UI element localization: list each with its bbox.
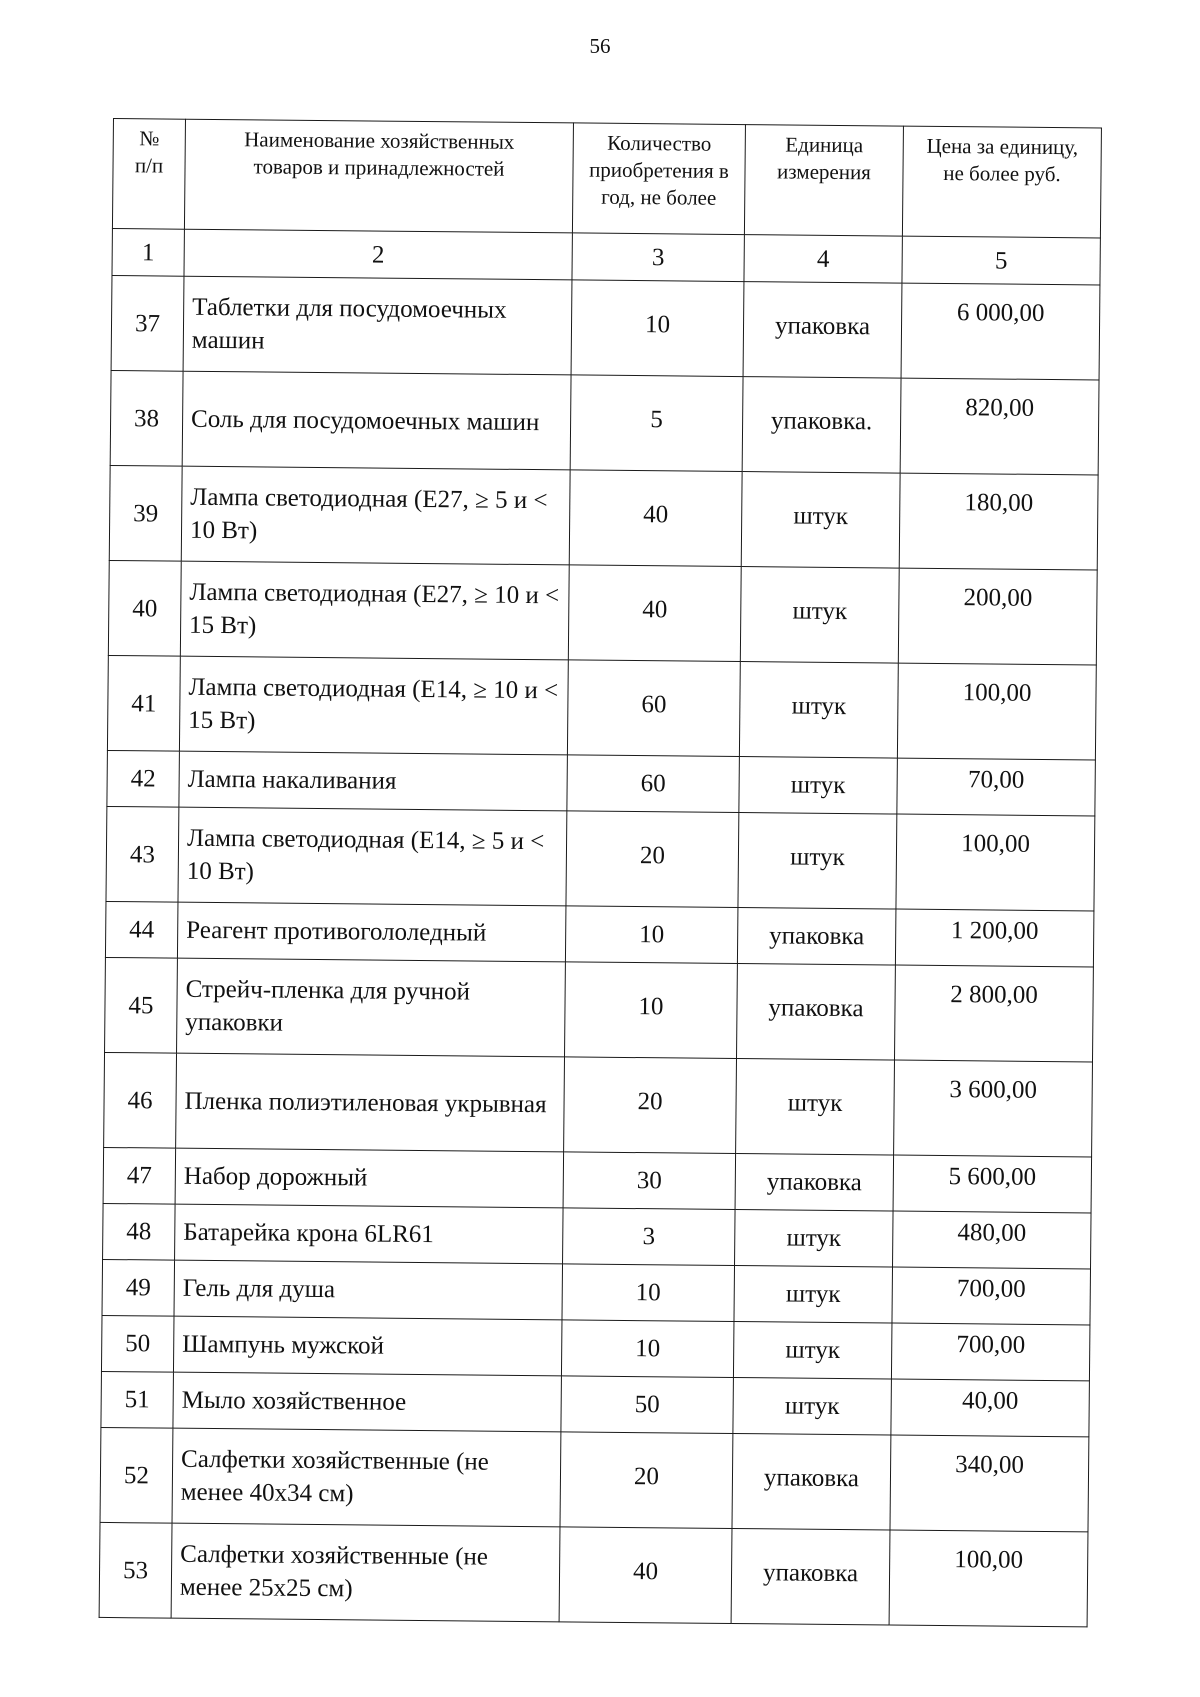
quantity-cell: 10 — [562, 1264, 735, 1322]
row-number-cell: 44 — [105, 901, 178, 958]
price-cell: 820,00 — [900, 378, 1099, 475]
item-name-cell: Набор дорожный — [175, 1148, 564, 1208]
column-number: 3 — [572, 233, 744, 282]
goods-table — [99, 118, 1102, 1627]
row-number-cell: 48 — [103, 1203, 176, 1260]
item-name-cell: Лампа светодиодная (Е27, ≥ 10 и < 15 Вт) — [180, 561, 569, 660]
unit-cell: штук — [734, 1266, 893, 1324]
price-cell: 40,00 — [891, 1379, 1090, 1437]
column-number: 5 — [902, 236, 1100, 285]
unit-cell: штук — [733, 1378, 892, 1436]
table-row — [111, 275, 1100, 379]
table-row — [104, 1052, 1093, 1156]
quantity-cell: 10 — [571, 280, 744, 377]
quantity-cell: 10 — [561, 1320, 734, 1378]
row-number-cell: 46 — [104, 1052, 177, 1148]
table-row — [101, 1315, 1089, 1380]
row-number-cell: 40 — [108, 560, 181, 656]
quantity-cell: 40 — [568, 565, 741, 662]
unit-cell: упаковка — [731, 1529, 890, 1626]
quantity-cell: 60 — [567, 755, 740, 813]
quantity-cell: 10 — [565, 906, 738, 964]
row-number-cell: 47 — [103, 1147, 176, 1204]
price-cell: 480,00 — [893, 1211, 1092, 1269]
quantity-cell: 40 — [559, 1527, 732, 1624]
item-name-cell: Лампа светодиодная (Е27, ≥ 5 и < 10 Вт) — [181, 466, 570, 565]
table-row — [103, 1147, 1091, 1212]
table-row — [100, 1427, 1089, 1531]
price-cell: 5 600,00 — [893, 1155, 1092, 1213]
header-number: № п/п — [112, 119, 185, 230]
item-name-cell: Мыло хозяйственное — [173, 1372, 562, 1432]
unit-cell: штук — [736, 1059, 895, 1156]
table-row — [102, 1259, 1090, 1324]
item-name-cell: Пленка полиэтиленовая укрывная — [176, 1053, 565, 1152]
header-price: Цена за единицу, не более руб. — [902, 126, 1101, 238]
unit-cell: штук — [739, 662, 898, 759]
column-number: 2 — [184, 229, 572, 280]
row-number-cell: 39 — [109, 465, 182, 561]
unit-cell: штук — [733, 1322, 892, 1380]
table-row — [110, 370, 1099, 474]
unit-cell: упаковка — [743, 282, 902, 379]
price-cell: 700,00 — [892, 1267, 1091, 1325]
column-number: 4 — [744, 235, 902, 284]
table-row — [99, 1522, 1088, 1626]
unit-cell: штук — [735, 1210, 894, 1268]
quantity-cell: 30 — [563, 1152, 736, 1210]
quantity-cell: 20 — [564, 1057, 737, 1154]
quantity-cell: 20 — [566, 811, 739, 908]
unit-cell: упаковка — [732, 1434, 891, 1531]
item-name-cell: Стрейч-пленка для ручной упаковки — [177, 958, 566, 1057]
table-row — [106, 806, 1095, 910]
unit-cell: упаковка. — [742, 377, 901, 474]
row-number-cell: 42 — [107, 750, 180, 807]
table-row — [109, 465, 1098, 569]
unit-cell: штук — [740, 567, 899, 664]
column-number: 1 — [112, 228, 184, 276]
item-name-cell: Салфетки хозяйственные (не менее 40х34 см) — [172, 1428, 561, 1527]
price-cell: 700,00 — [891, 1323, 1090, 1381]
item-name-cell: Салфетки хозяйственные (не менее 25х25 см) — [171, 1523, 560, 1622]
table-row — [105, 901, 1093, 966]
item-name-cell: Реагент противогололедный — [177, 902, 566, 962]
table-row — [108, 560, 1097, 664]
price-cell: 200,00 — [898, 568, 1097, 665]
price-cell: 70,00 — [897, 758, 1096, 816]
item-name-cell: Батарейка крона 6LR61 — [175, 1204, 564, 1264]
quantity-cell: 5 — [570, 375, 743, 472]
row-number-cell: 53 — [99, 1522, 172, 1618]
item-name-cell: Шампунь мужской — [173, 1316, 562, 1376]
table-header-row — [112, 119, 1101, 238]
header-quantity: Количество приобретения в год, не более — [572, 123, 745, 235]
price-cell: 100,00 — [889, 1530, 1088, 1627]
header-name: Наименование хозяйственных товаров и принадлежностей — [184, 119, 573, 233]
price-cell: 2 800,00 — [894, 965, 1093, 1062]
item-name-cell: Лампа светодиодная (Е14, ≥ 5 и < 10 Вт) — [178, 807, 567, 906]
price-cell: 3 600,00 — [894, 1060, 1093, 1157]
row-number-cell: 38 — [110, 370, 183, 466]
unit-cell: штук — [738, 813, 897, 910]
price-cell: 6 000,00 — [901, 283, 1100, 380]
quantity-cell: 60 — [567, 660, 740, 757]
row-number-cell: 50 — [101, 1315, 174, 1372]
price-cell: 100,00 — [897, 663, 1096, 760]
price-cell: 180,00 — [899, 473, 1098, 570]
unit-cell: упаковка — [737, 908, 896, 966]
row-number-cell: 52 — [100, 1427, 173, 1523]
item-name-cell: Лампа светодиодная (Е14, ≥ 10 и < 15 Вт) — [179, 656, 568, 755]
table-row — [103, 1203, 1091, 1268]
row-number-cell: 41 — [107, 655, 180, 751]
row-number-cell: 37 — [111, 275, 184, 371]
unit-cell: упаковка — [737, 964, 896, 1061]
header-unit: Единица измерения — [744, 125, 903, 237]
table-row — [107, 750, 1095, 815]
table-row — [107, 655, 1096, 759]
unit-cell: штук — [739, 757, 898, 815]
table-body — [99, 228, 1100, 1626]
price-cell: 1 200,00 — [895, 909, 1094, 967]
item-name-cell: Гель для душа — [174, 1260, 563, 1320]
unit-cell: штук — [741, 472, 900, 569]
quantity-cell: 40 — [569, 470, 742, 567]
item-name-cell: Лампа накаливания — [179, 751, 568, 811]
unit-cell: упаковка — [735, 1154, 894, 1212]
row-number-cell: 49 — [102, 1259, 175, 1316]
table-row — [105, 957, 1094, 1061]
page-number: 56 — [589, 34, 611, 58]
quantity-cell: 10 — [565, 962, 738, 1059]
item-name-cell: Таблетки для посудомоечных машин — [183, 276, 572, 375]
price-cell: 100,00 — [896, 814, 1095, 911]
item-name-cell: Соль для посудомоечных машин — [182, 371, 571, 470]
row-number-cell: 45 — [105, 957, 178, 1053]
row-number-cell: 43 — [106, 806, 179, 902]
price-cell: 340,00 — [890, 1435, 1089, 1532]
quantity-cell: 20 — [560, 1432, 733, 1529]
row-number-cell: 51 — [101, 1371, 174, 1428]
table-row — [101, 1371, 1089, 1436]
quantity-cell: 50 — [561, 1376, 734, 1434]
quantity-cell: 3 — [563, 1208, 736, 1266]
